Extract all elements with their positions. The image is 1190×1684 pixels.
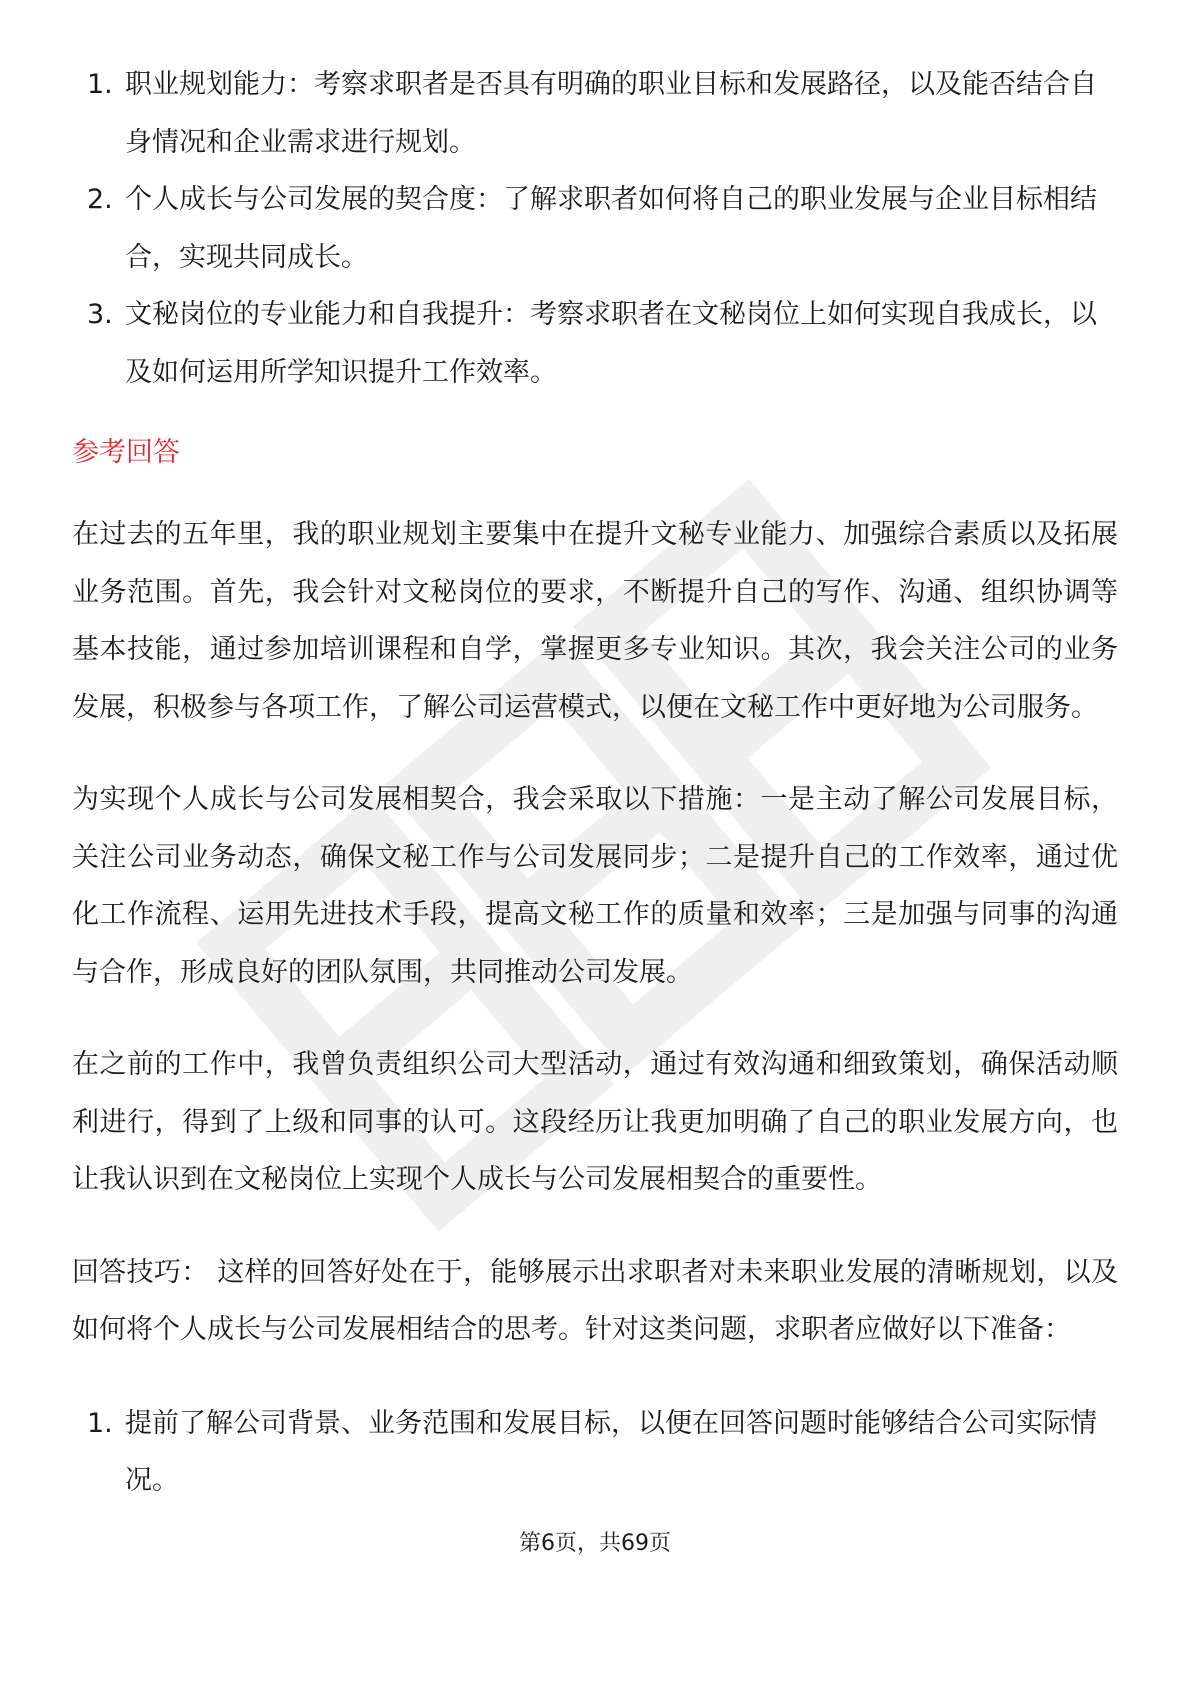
answer-paragraph: 在过去的五年里，我的职业规划主要集中在提升文秘专业能力、加强综合素质以及拓展业务范围。首先，我会针对文秘岗位的要求，不断提升自己的写作、沟通、组织协调等基本技能，通过参加培训课程和自学，掌握更多专业知识。其次，我会关注公司的业务发展，积极参与各项工作，了解公司运营模式，以便在文秘工作中更好地为公司服务。 (72, 519, 1118, 723)
list-text: 文秘岗位的专业能力和自我提升：考察求职者在文秘岗位上如何实现自我成长，以及如何运用所学知识提升工作效率。 (125, 299, 1097, 388)
list-item (72, 171, 1118, 286)
criteria-list (72, 56, 1118, 401)
list-text: 提前了解公司背景、业务范围和发展目标，以便在回答问题时能够结合公司实际情况。 (125, 1407, 1097, 1496)
answer-paragraph: 在之前的工作中，我曾负责组织公司大型活动，通过有效沟通和细致策划，确保活动顺利进行，得到了上级和同事的认可。这段经历让我更加明确了自己的职业发展方向，也让我认识到在文秘岗位上实现个人成长与公司发展相契合的重要性。 (72, 1049, 1118, 1195)
list-number: 1. (87, 1407, 113, 1439)
tips-paragraph: 回答技巧： 这样的回答好处在于，能够展示出求职者对未来职业发展的清晰规划，以及如何将个人成长与公司发展相结合的思考。针对这类问题，求职者应做好以下准备： (72, 1256, 1118, 1345)
document-page (72, 56, 1118, 1510)
list-text: 职业规划能力：考察求职者是否具有明确的职业目标和发展路径，以及能否结合自身情况和企业需求进行规划。 (125, 69, 1097, 158)
list-item (72, 286, 1118, 401)
section-title: 参考回答 (72, 437, 180, 468)
list-number: 2. (87, 184, 113, 215)
page-footer: 第6页，共69页 (519, 1531, 671, 1556)
preparation-list (72, 1395, 1118, 1510)
list-item (72, 1395, 1118, 1510)
list-number: 3. (87, 299, 113, 330)
list-number: 1. (87, 69, 113, 100)
list-text: 个人成长与公司发展的契合度：了解求职者如何将自己的职业发展与企业目标相结合，实现共同成长。 (125, 184, 1097, 273)
list-item (72, 56, 1118, 171)
answer-paragraph: 为实现个人成长与公司发展相契合，我会采取以下措施：一是主动了解公司发展目标，关注公司业务动态，确保文秘工作与公司发展同步；二是提升自己的工作效率，通过优化工作流程、运用先进技术手段，提高文秘工作的质量和效率；三是加强与同事的沟通与合作，形成良好的团队氛围，共同推动公司发展。 (72, 784, 1118, 988)
